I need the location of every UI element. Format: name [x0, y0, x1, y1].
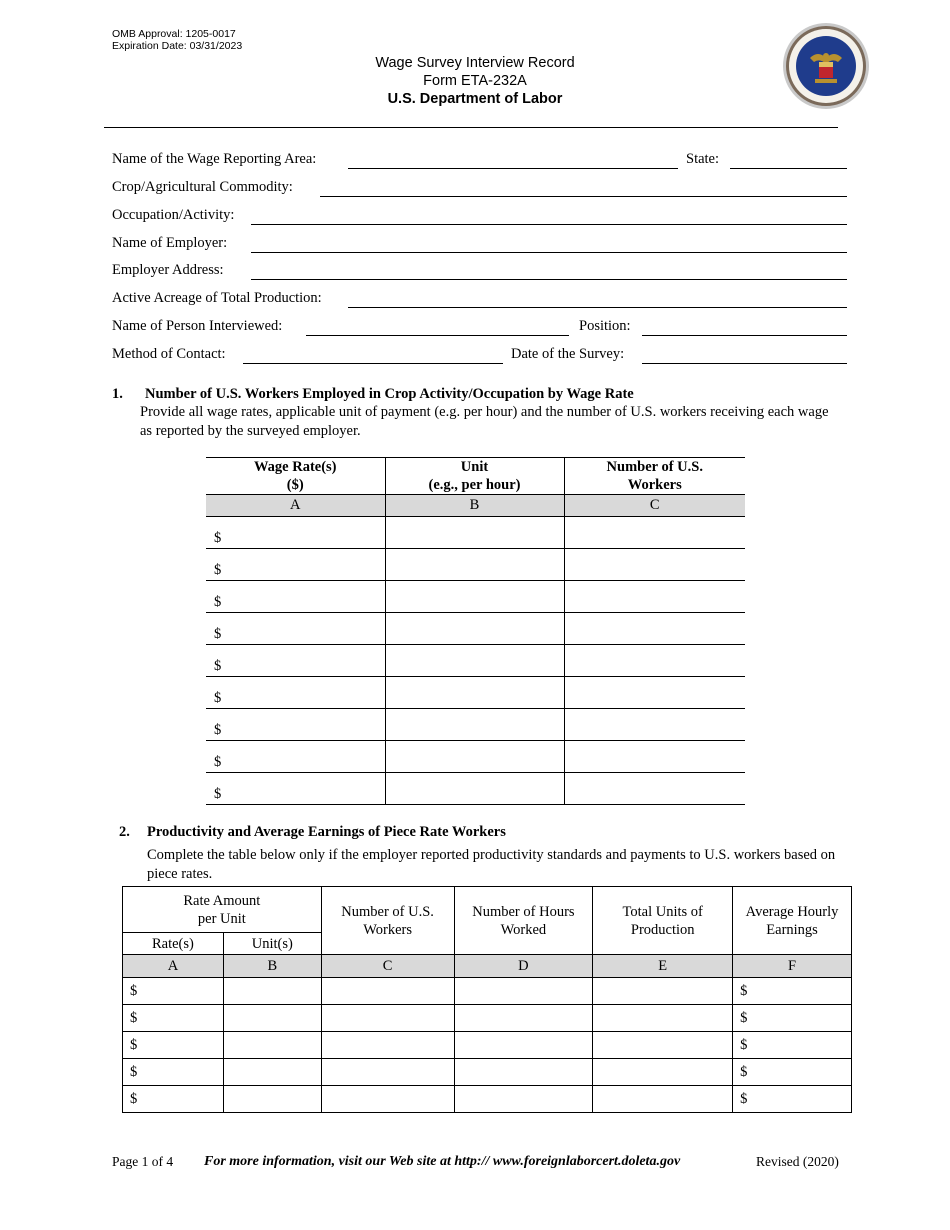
- unit-cell[interactable]: [223, 1032, 321, 1059]
- revised-date: Revised (2020): [756, 1154, 839, 1169]
- hours-header: Number of Hours Worked: [454, 887, 593, 955]
- earnings-cell[interactable]: $: [733, 1086, 852, 1113]
- production-cell[interactable]: [593, 978, 733, 1005]
- workers-cell[interactable]: [321, 1032, 454, 1059]
- table-row: [206, 613, 745, 645]
- unit-cell[interactable]: [385, 773, 564, 805]
- workers-cell[interactable]: [564, 677, 745, 709]
- unit-cell[interactable]: [223, 1086, 321, 1113]
- address-label: Employer Address:: [112, 262, 224, 278]
- workers-cell[interactable]: [564, 613, 745, 645]
- employer-label: Name of Employer:: [112, 235, 228, 251]
- occupation-input[interactable]: [251, 224, 847, 225]
- crop-label: Crop/Agricultural Commodity:: [112, 179, 293, 195]
- rate-cell[interactable]: $: [123, 978, 224, 1005]
- state-label: State:: [686, 151, 720, 167]
- workers-cell[interactable]: [321, 1059, 454, 1086]
- omb-approval: OMB Approval: 1205-0017: [112, 28, 236, 40]
- letter-b: B: [223, 955, 321, 978]
- acreage-input[interactable]: [348, 307, 847, 308]
- employer-input[interactable]: [251, 252, 847, 253]
- occupation-label: Occupation/Activity:: [112, 207, 235, 223]
- earnings-cell[interactable]: $: [733, 1005, 852, 1032]
- state-input[interactable]: [730, 168, 847, 169]
- letter-c: C: [321, 955, 454, 978]
- acreage-label: Active Acreage of Total Production:: [112, 290, 322, 306]
- wage-area-label: Name of the Wage Reporting Area:: [112, 151, 317, 167]
- dol-seal-icon: [782, 22, 870, 110]
- section2-number: 2.: [119, 824, 130, 840]
- rate-cell[interactable]: $: [123, 1086, 224, 1113]
- table-row: [206, 741, 745, 773]
- wage-rate-cell[interactable]: $: [206, 613, 385, 645]
- table-row: [206, 549, 745, 581]
- rate-cell[interactable]: $: [123, 1005, 224, 1032]
- workers-cell[interactable]: [564, 581, 745, 613]
- page-number: Page 1 of 4: [112, 1154, 174, 1169]
- date-input[interactable]: [642, 363, 847, 364]
- wage-rate-cell[interactable]: $: [206, 581, 385, 613]
- production-cell[interactable]: [593, 1086, 733, 1113]
- table-row: [123, 1059, 852, 1086]
- section1-title: Number of U.S. Workers Employed in Crop Activity/Occupation by Wage Rate: [145, 386, 634, 402]
- production-cell[interactable]: [593, 1059, 733, 1086]
- table-row: [123, 978, 852, 1005]
- omb-info: [112, 28, 242, 52]
- info-link[interactable]: For more information, visit our Web site at http:// www.foreignlaborcert.doleta.gov: [204, 1154, 681, 1169]
- title-line-1: Wage Survey Interview Record: [375, 55, 575, 71]
- title-line-3: U.S. Department of Labor: [387, 91, 563, 107]
- unit-cell[interactable]: [385, 677, 564, 709]
- unit-cell[interactable]: [385, 613, 564, 645]
- unit-cell[interactable]: [223, 1059, 321, 1086]
- table-row: [206, 517, 745, 549]
- letter-c: C: [564, 495, 745, 517]
- unit-cell[interactable]: [385, 709, 564, 741]
- table-row: [206, 677, 745, 709]
- date-label: Date of the Survey:: [511, 346, 625, 362]
- table-row: [206, 645, 745, 677]
- wage-rate-cell[interactable]: $: [206, 677, 385, 709]
- letter-a: A: [206, 495, 385, 517]
- piece-rate-table: [122, 886, 852, 1113]
- col-wage-rate: Wage Rate(s) ($): [206, 458, 385, 495]
- wage-rate-cell[interactable]: $: [206, 773, 385, 805]
- table-row: [206, 773, 745, 805]
- workers-cell[interactable]: [321, 1086, 454, 1113]
- title-line-2: Form ETA-232A: [423, 73, 527, 89]
- wage-rate-cell[interactable]: $: [206, 709, 385, 741]
- col-unit: Unit (e.g., per hour): [385, 458, 564, 495]
- table-row: [123, 1086, 852, 1113]
- wage-area-input[interactable]: [348, 168, 678, 169]
- table-row: [206, 581, 745, 613]
- workers-header: Number of U.S. Workers: [321, 887, 454, 955]
- section2-text: Complete the table below only if the employer reported productivity standards and payments to U.S. workers based on piece rates.: [147, 847, 836, 882]
- unit-cell[interactable]: [385, 517, 564, 549]
- unit-cell[interactable]: [385, 549, 564, 581]
- unit-cell[interactable]: [223, 1005, 321, 1032]
- person-input[interactable]: [306, 335, 569, 336]
- wage-rate-table: [206, 457, 745, 805]
- earnings-cell[interactable]: $: [733, 978, 852, 1005]
- workers-cell[interactable]: [321, 978, 454, 1005]
- rate-amount-header: Rate Amount per Unit: [123, 887, 322, 933]
- letter-e: E: [593, 955, 733, 978]
- production-header: Total Units of Production: [593, 887, 733, 955]
- production-cell[interactable]: [593, 1032, 733, 1059]
- wage-rate-cell[interactable]: $: [206, 741, 385, 773]
- production-cell[interactable]: [593, 1005, 733, 1032]
- hours-cell[interactable]: [454, 1005, 593, 1032]
- workers-cell[interactable]: [564, 773, 745, 805]
- earnings-cell[interactable]: $: [733, 1032, 852, 1059]
- workers-cell[interactable]: [564, 517, 745, 549]
- hours-cell[interactable]: [454, 1086, 593, 1113]
- workers-cell[interactable]: [564, 709, 745, 741]
- earnings-cell[interactable]: $: [733, 1059, 852, 1086]
- method-input[interactable]: [243, 363, 503, 364]
- table-row: [206, 709, 745, 741]
- rate-cell[interactable]: $: [123, 1032, 224, 1059]
- hours-cell[interactable]: [454, 978, 593, 1005]
- header-divider: [104, 127, 838, 128]
- unit-cell[interactable]: [385, 645, 564, 677]
- crop-input[interactable]: [320, 196, 847, 197]
- method-label: Method of Contact:: [112, 346, 226, 362]
- earnings-header: Average Hourly Earnings: [733, 887, 852, 955]
- workers-cell[interactable]: [564, 549, 745, 581]
- position-input[interactable]: [642, 335, 847, 336]
- col-workers: Number of U.S. Workers: [564, 458, 745, 495]
- section2-title: Productivity and Average Earnings of Piece Rate Workers: [147, 824, 506, 840]
- letter-d: D: [454, 955, 593, 978]
- letter-a: A: [123, 955, 224, 978]
- rate-cell[interactable]: $: [123, 1059, 224, 1086]
- person-label: Name of Person Interviewed:: [112, 318, 283, 334]
- wage-rate-cell[interactable]: $: [206, 517, 385, 549]
- address-input[interactable]: [251, 279, 847, 280]
- unit-cell[interactable]: [223, 978, 321, 1005]
- unit-cell[interactable]: [385, 741, 564, 773]
- letter-f: F: [733, 955, 852, 978]
- hours-cell[interactable]: [454, 1059, 593, 1086]
- rates-header: Rate(s): [123, 933, 224, 955]
- expiration-date: Expiration Date: 03/31/2023: [112, 40, 243, 52]
- workers-cell[interactable]: [564, 645, 745, 677]
- table-row: [123, 1032, 852, 1059]
- wage-rate-cell[interactable]: $: [206, 645, 385, 677]
- workers-cell[interactable]: [564, 741, 745, 773]
- section1-number: 1.: [112, 386, 123, 402]
- workers-cell[interactable]: [321, 1005, 454, 1032]
- letter-b: B: [385, 495, 564, 517]
- section1-text: Provide all wage rates, applicable unit of payment (e.g. per hour) and the number of U.S. workers receiving each wage as reported by the surveyed employer.: [140, 404, 829, 439]
- table-row: [123, 1005, 852, 1032]
- unit-cell[interactable]: [385, 581, 564, 613]
- wage-rate-cell[interactable]: $: [206, 549, 385, 581]
- position-label: Position:: [579, 318, 631, 334]
- hours-cell[interactable]: [454, 1032, 593, 1059]
- units-header: Unit(s): [223, 933, 321, 955]
